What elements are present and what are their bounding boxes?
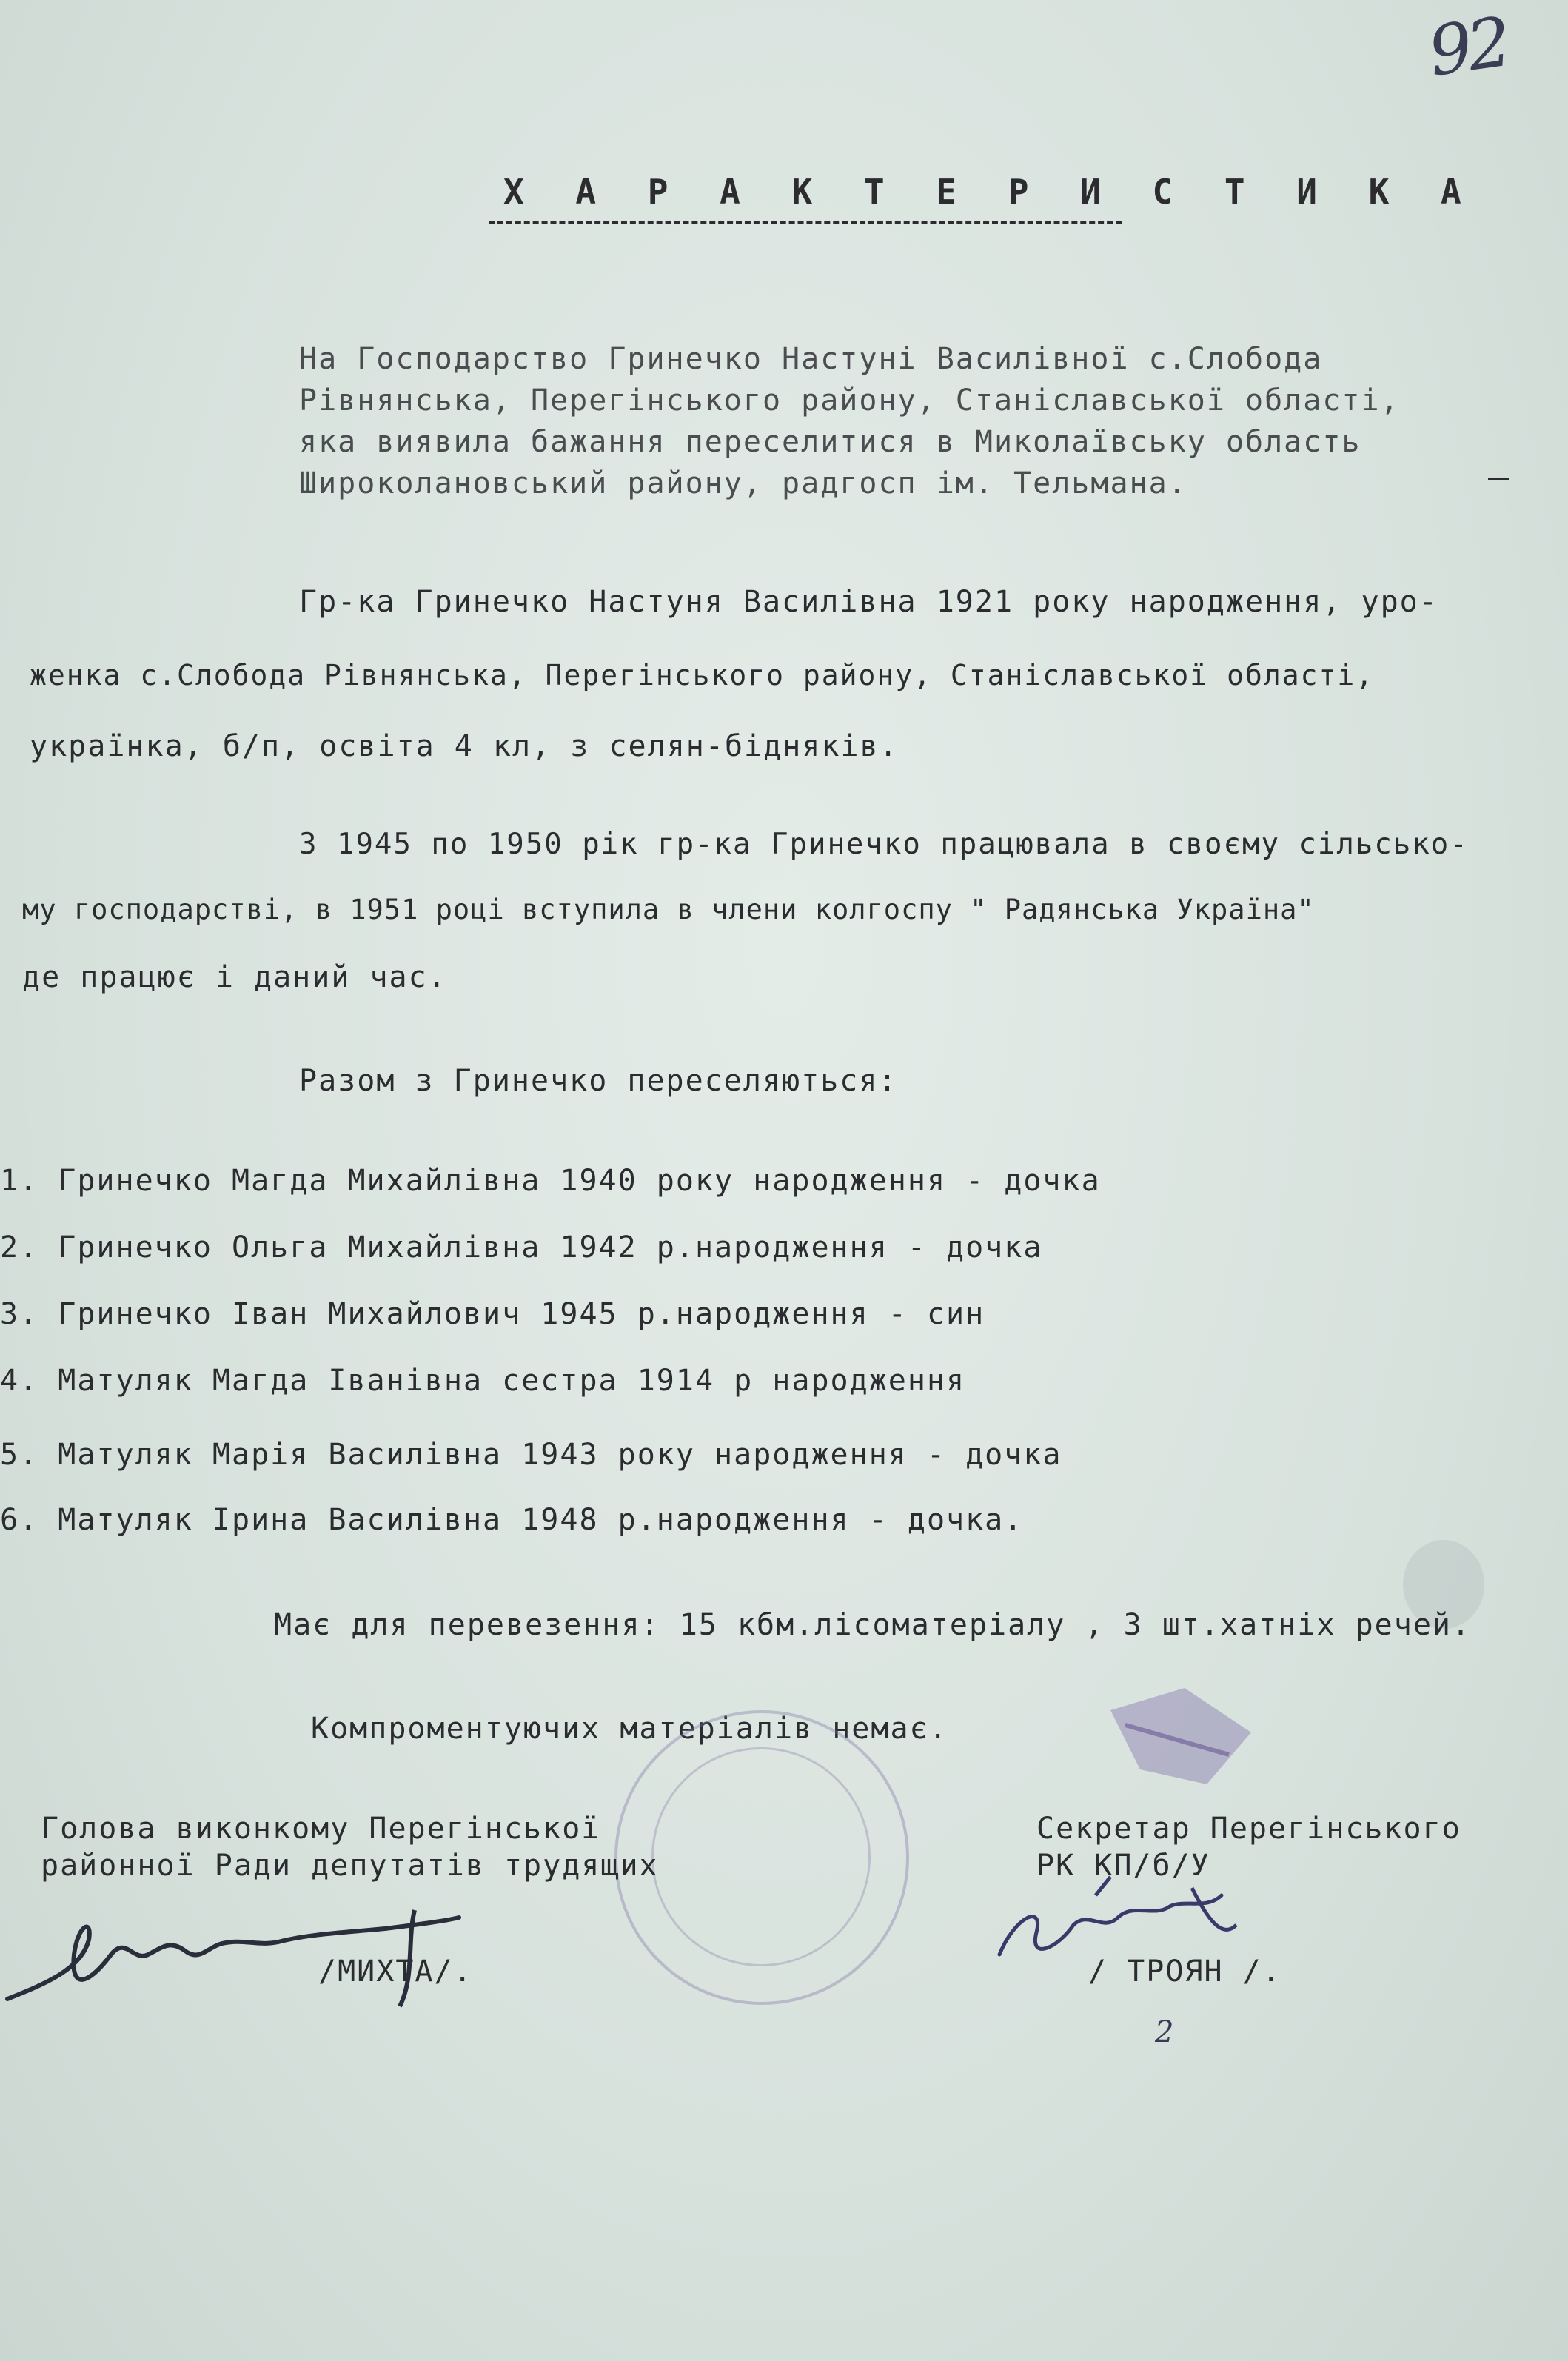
left-handwritten-signature	[0, 1895, 518, 2043]
family-item-6: 6. Матуляк Ірина Василівна 1948 р.народження - дочка.	[0, 1503, 1024, 1537]
handwritten-mark: 2	[1155, 2015, 1176, 2049]
para1-line-3: українка, б/п, освіта 4 кл, з селян-бідняків.	[30, 729, 899, 763]
family-item-1: 1. Гринечко Магда Михайлівна 1940 року народження - дочка	[0, 1164, 1101, 1198]
violet-ink-mark	[1096, 1681, 1273, 1799]
family-item-5: 5. Матуляк Марія Василівна 1943 року народження - дочка	[0, 1438, 1062, 1472]
para1-line-2: женка с.Слобода Рівнянська, Перегінського району, Станіславської області,	[30, 659, 1375, 691]
right-signatory-title-2: РК КП/б/У	[1036, 1849, 1210, 1883]
page-number: 92	[1424, 2, 1512, 92]
margin-dash	[1488, 478, 1509, 480]
official-stamp-inner-ring	[651, 1747, 871, 1966]
header-line-4: Широколановський району, радгосп ім. Тельмана.	[299, 466, 1187, 500]
left-signatory-title-1: Голова виконкому Перегінської	[41, 1812, 601, 1846]
header-line-3: яка виявила бажання переселитися в Миколаївську область	[299, 425, 1361, 459]
para2-line-2: му господарстві, в 1951 році вступила в члени колгоспу " Радянська Україна"	[22, 894, 1315, 925]
title-underline	[489, 221, 1122, 224]
family-item-3: 3. Гринечко Іван Михайлович 1945 р.народження - син	[0, 1297, 985, 1331]
para2-line-1: З 1945 по 1950 рік гр-ка Гринечко працювала в своєму сільсько-	[299, 828, 1469, 861]
transport-line: Має для перевезення: 15 кбм.лісоматеріалу , 3 шт.хатніх речей.	[274, 1608, 1472, 1642]
para2-line-3: де працює і даний час.	[22, 960, 447, 994]
left-signatory-title-2: районної Ради депутатів трудящих	[41, 1849, 659, 1883]
header-line-1: На Господарство Гринечко Настуні Василівної с.Слобода	[299, 342, 1323, 376]
right-handwritten-signature	[985, 1873, 1296, 1992]
right-signatory-name: / ТРОЯН /.	[1088, 1955, 1281, 1989]
relocating-intro: Разом з Гринечко переселяються:	[299, 1064, 898, 1098]
header-line-2: Рівнянська, Перегінського району, Станіславської області,	[299, 384, 1400, 418]
left-signatory-name: /МИХТА/.	[318, 1955, 473, 1989]
right-signatory-title-1: Секретар Перегінського	[1036, 1812, 1461, 1846]
compromising-line: Компроментуючих матеріалів немає.	[311, 1712, 948, 1746]
family-item-4: 4. Матуляк Магда Іванівна сестра 1914 р народження	[0, 1364, 966, 1398]
para1-line-1: Гр-ка Гринечко Настуня Василівна 1921 року народження, уро-	[299, 585, 1438, 619]
document-title: Х А Р А К Т Е Р И С Т И К А	[503, 172, 1477, 212]
family-item-2: 2. Гринечко Ольга Михайлівна 1942 р.народження - дочка	[0, 1230, 1043, 1265]
